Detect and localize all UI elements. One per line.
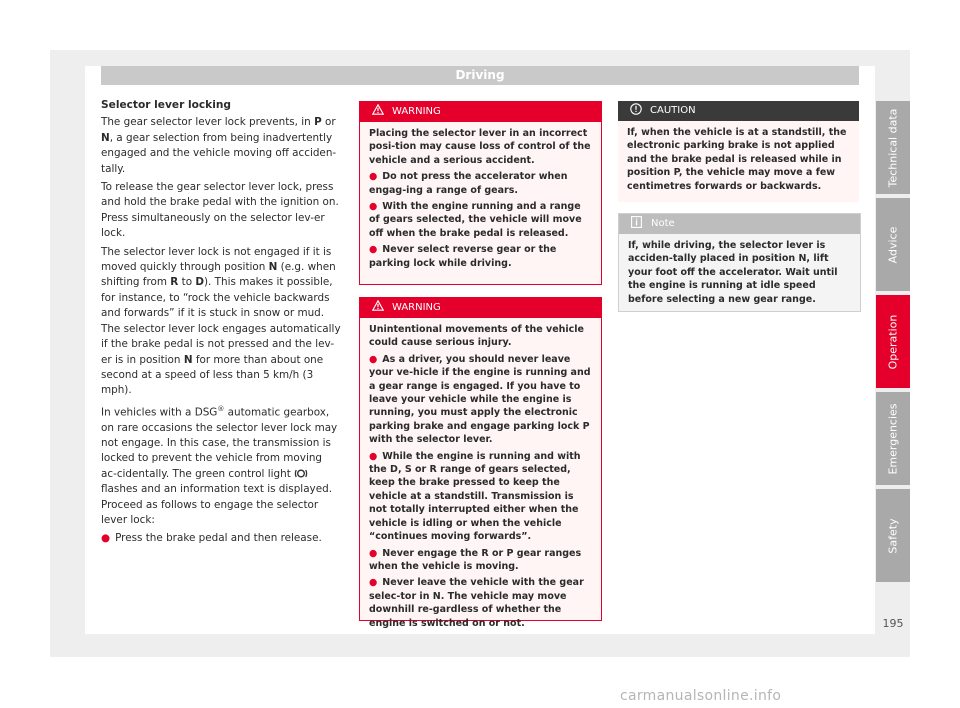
tab-advice[interactable]: Advice bbox=[876, 198, 910, 291]
warning-item: ● Never engage the R or P gear ranges when the vehicle is moving. bbox=[369, 547, 582, 572]
caution-icon bbox=[630, 103, 642, 115]
warning-box-2 bbox=[359, 297, 602, 629]
warning-item: ● While the engine is running and with the D, S or R range of gears selected, keep the brake pressed to keep the vehicle at a standstill. Transmission is not totally interrupted either when the vehicle is idling or when the vehicle “continues moving forwards”. bbox=[369, 450, 581, 543]
caution-label: CAUTION bbox=[650, 105, 696, 116]
warning-intro: Unintentional movements of the vehicle could cause serious injury. bbox=[369, 324, 584, 349]
main-text-column bbox=[101, 98, 341, 550]
paragraph-1: The gear selector lever lock prevents, in P or N, a gear selection from being inadvertently engaged and the vehicle moving off acciden-tally. bbox=[101, 116, 337, 175]
warning-item: ● Never leave the vehicle with the gear selec-tor in N. The vehicle may move downhill re-gardless of whether the engine is switched on or not. bbox=[369, 577, 584, 629]
warning-triangle-icon bbox=[372, 300, 384, 311]
page-number: 195 bbox=[882, 617, 904, 630]
control-light-icon bbox=[294, 469, 308, 478]
paragraph-3: The selector lever lock is not engaged if it is moved quickly through position N (e.g. when shifting from R to D). This makes it possible, for instance, to “rock the vehicle backwards and forwards” if it is stuck in snow or mud. The selector lever lock engages automatically if the brake pedal is not pressed and the lev-er is in position N for more than about one second at a speed of less than 5 km/h (3 mph). bbox=[101, 245, 341, 397]
note-box bbox=[618, 213, 861, 312]
warning-item: ● Never select reverse gear or the parking lock while driving. bbox=[369, 244, 557, 269]
warning-intro: Placing the selector lever in an incorrect posi-tion may cause loss of control of the vehicle and a serious accident. bbox=[369, 128, 591, 166]
watermark: carmanualsonline.info bbox=[620, 688, 782, 704]
warning-item: ● As a driver, you should never leave your ve-hicle if the engine is running and a gear range is engaged. If you have to leave your vehicle while the engine is running, you must apply the electronic parking brake and engage parking lock P with the selector lever. bbox=[369, 353, 591, 446]
paragraph-2: To release the gear selector lever lock, press and hold the brake pedal with the ignition on. Press simultaneously on the selector lev-er lock. bbox=[101, 181, 339, 240]
note-label: Note bbox=[651, 218, 675, 229]
warning-label: WARNING bbox=[392, 106, 441, 117]
info-icon bbox=[631, 216, 642, 228]
bullet-icon: ● bbox=[101, 532, 111, 545]
paragraph-4: In vehicles with a DSG® automatic gearbox, on rare occasions the selector lever lock may not engage. In this case, the transmission is locked to prevent the vehicle from moving ac-cidentally. The green control light flashes and an information text is displayed. Proceed as follows to engage the selector lever lock: bbox=[101, 404, 338, 527]
warning-label: WARNING bbox=[392, 302, 441, 313]
tab-safety[interactable]: Safety bbox=[876, 489, 910, 582]
warning-triangle-icon bbox=[372, 104, 384, 115]
warning-item: ● Do not press the accelerator when engag-ing a range of gears. bbox=[369, 171, 568, 196]
warning-item: ● With the engine running and a range of gears selected, the vehicle will move off when the brake pedal is released. bbox=[369, 201, 582, 239]
note-text: If, while driving, the selector lever is acciden-tally placed in position N, lift your foot off the accelerator. Wait until the engine is running at idle speed before selecting a new gear range. bbox=[628, 240, 838, 305]
tab-operation[interactable]: Operation bbox=[876, 295, 910, 388]
tab-technical-data[interactable]: Technical data bbox=[876, 101, 910, 194]
bullet-item: ● Press the brake pedal and then release. bbox=[101, 532, 322, 545]
caution-box bbox=[618, 101, 859, 202]
tab-emergencies[interactable]: Emergencies bbox=[876, 392, 910, 485]
warning-box-1 bbox=[359, 101, 602, 285]
caution-text: If, when the vehicle is at a standstill, the electronic parking brake is not applied and the brake pedal is released while in position P, the vehicle may move a few centimetres forwards or backwards. bbox=[627, 127, 847, 192]
section-header: Driving bbox=[101, 66, 859, 85]
section-heading: Selector lever locking bbox=[101, 99, 231, 111]
